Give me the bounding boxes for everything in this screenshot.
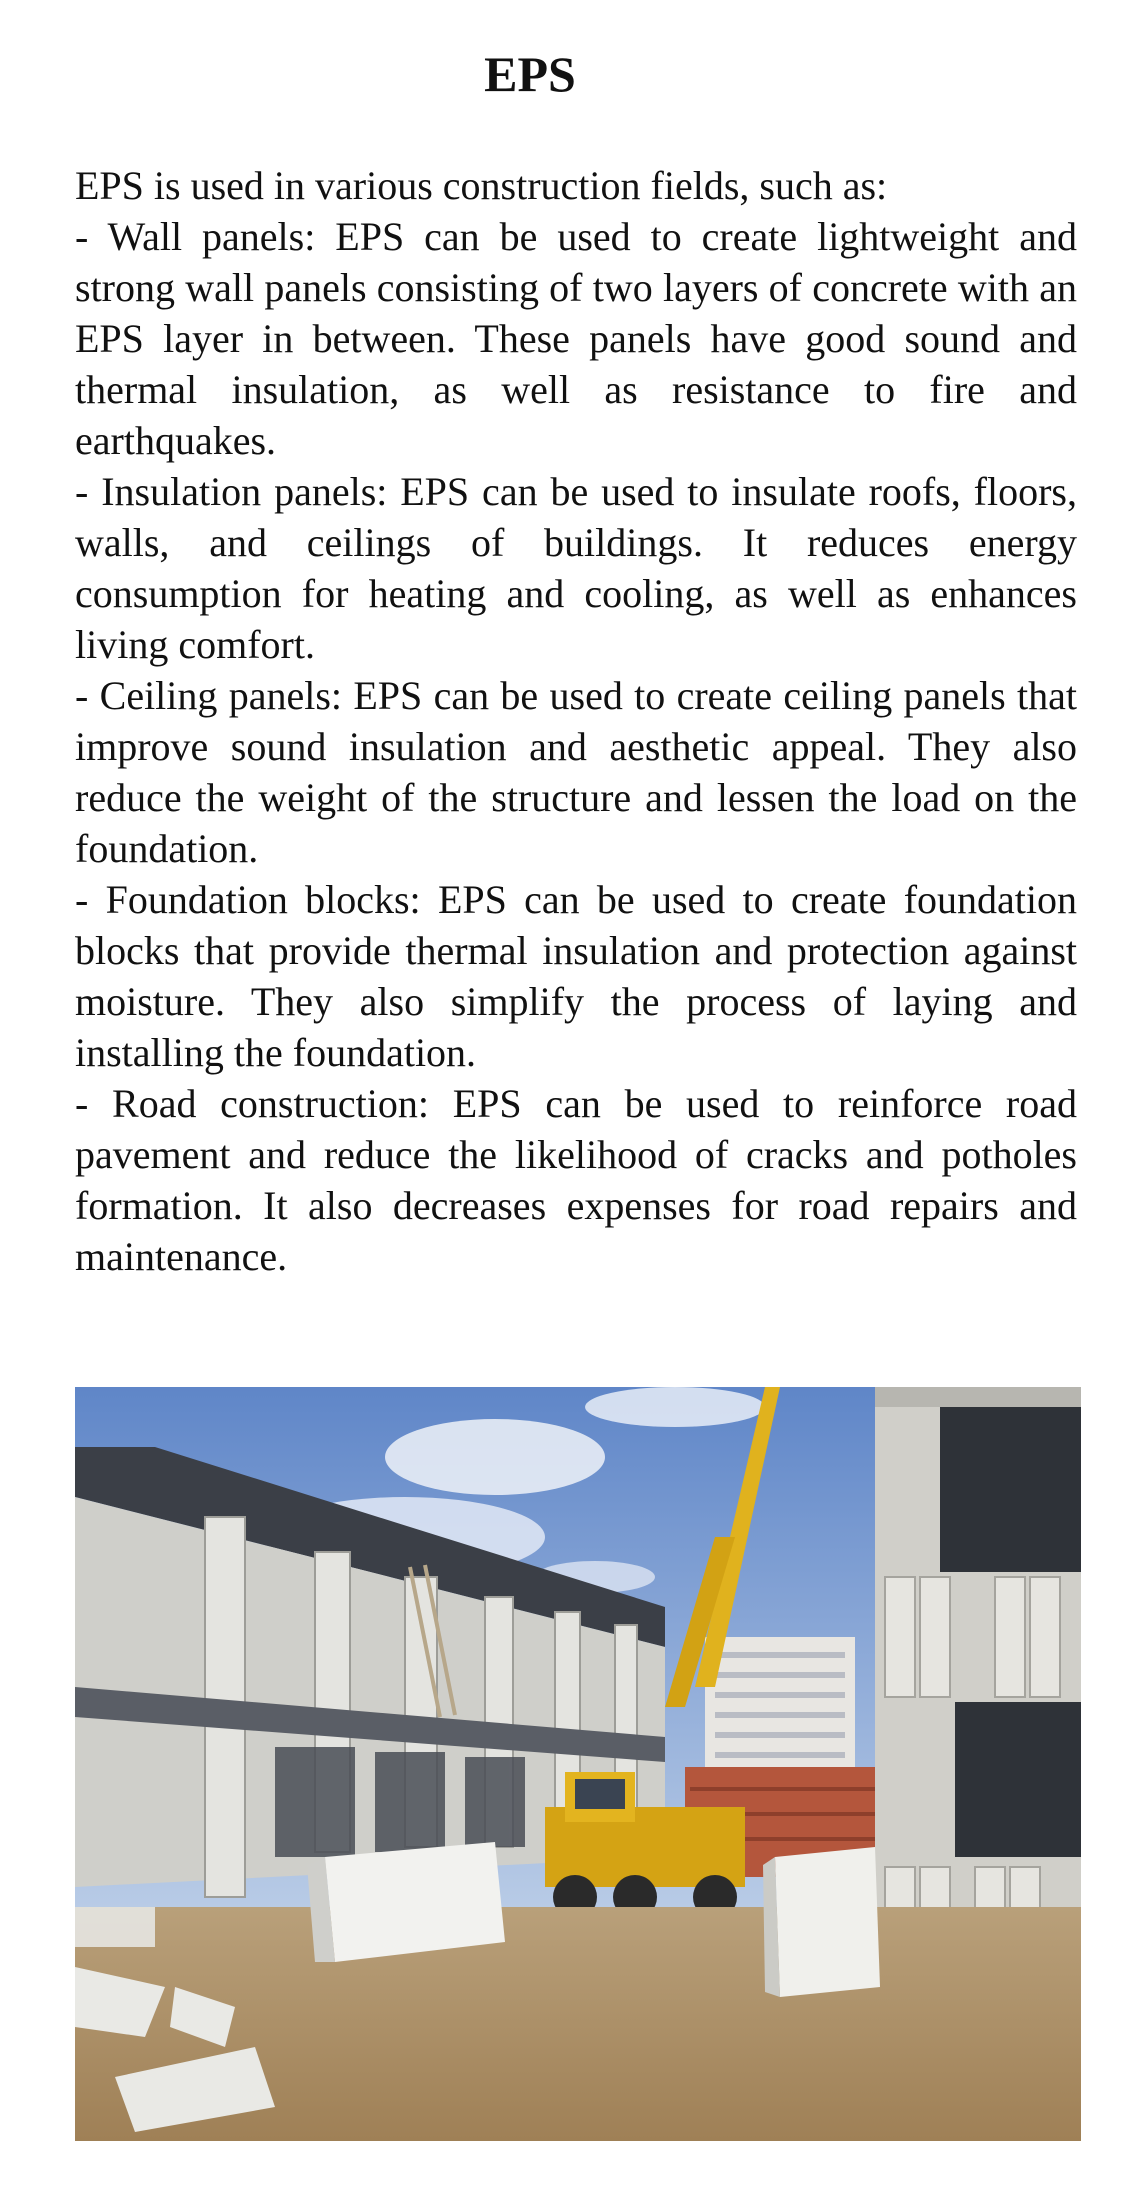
cloud	[585, 1387, 765, 1427]
cloud	[385, 1419, 605, 1495]
right-building-window	[955, 1702, 1081, 1857]
right-building-window	[940, 1407, 1081, 1572]
construction-site-illustration	[75, 1387, 1081, 2141]
item-insulation-panels: - Insulation panels: EPS can be used to insulate roofs, floors, walls, and ceilings of buildings. It reduces energy consumption for heating and cooling, as well as enhances living comfort.	[75, 469, 1077, 667]
item-foundation-blocks: - Foundation blocks: EPS can be used to create foundation blocks that provide thermal insulation and protection against moisture. They also simplify the process of laying and installing the foundation.	[75, 877, 1077, 1075]
eps-panel-stack	[307, 1842, 505, 1962]
page-title: EPS	[484, 46, 576, 102]
item-wall-panels: - Wall panels: EPS can be used to create lightweight and strong wall panels consisting of two layers of concrete with an EPS layer in between. These panels have good sound and thermal insulation, as well as resistance to fire and earthquakes.	[75, 214, 1077, 463]
item-ceiling-panels: - Ceiling panels: EPS can be used to create ceiling panels that improve sound insulation and aesthetic appeal. They also reduce the weight of the structure and lessen the load on the foundation.	[75, 673, 1077, 871]
eps-panel-stack	[763, 1847, 880, 1997]
document-body	[75, 160, 1077, 1282]
construction-site-photo	[75, 1387, 1081, 2141]
intro-paragraph: EPS is used in various construction fields, such as:	[75, 163, 888, 208]
item-road-construction: - Road construction: EPS can be used to reinforce road pavement and reduce the likelihood of cracks and potholes formation. It also decreases expenses for road repairs and maintenance.	[75, 1081, 1077, 1279]
